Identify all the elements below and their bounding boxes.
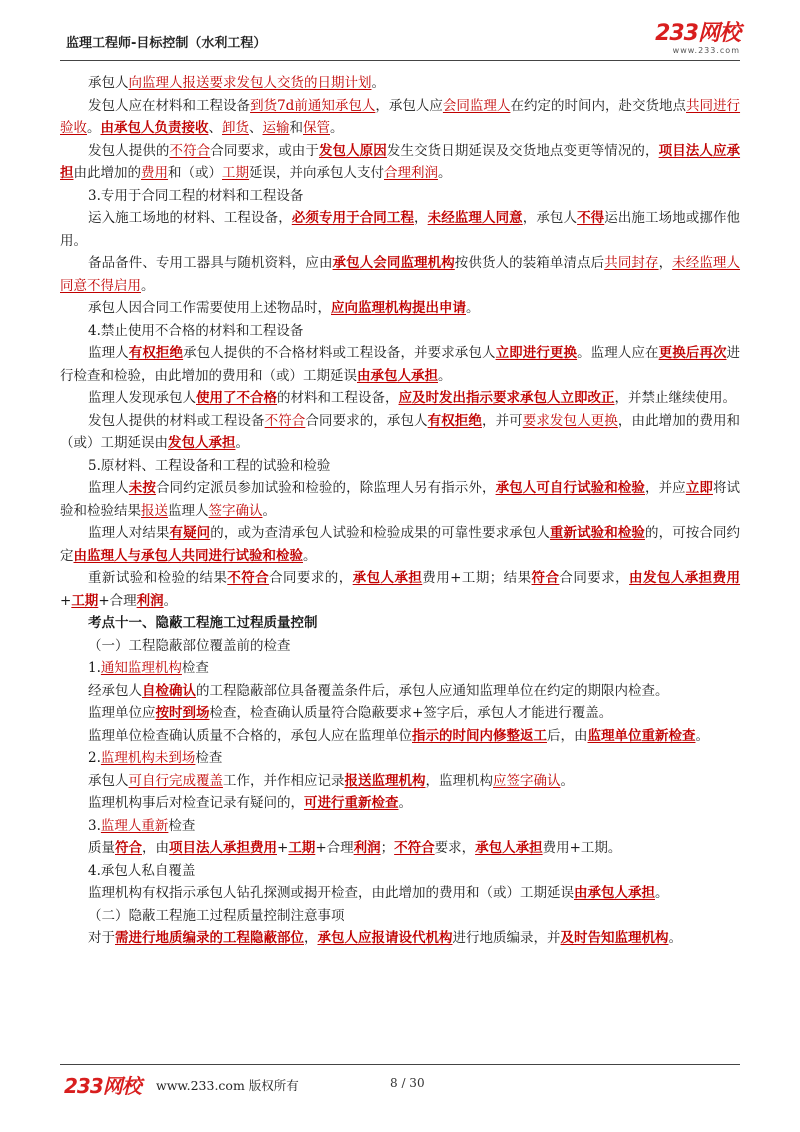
highlighted-text: 监理单位重新检查	[587, 727, 696, 744]
body-paragraph	[60, 342, 740, 387]
text-run: 费用+工期。	[542, 840, 622, 856]
text-run: 经承包人	[88, 682, 142, 699]
highlighted-text: 到货7d前通知承包人	[250, 97, 376, 114]
text-run: 5.原材料、工程设备和工程的试验和检验	[88, 457, 331, 474]
highlighted-text: 承包人应报请设代机构	[317, 930, 453, 946]
highlighted-text: 承包人承担	[352, 570, 423, 586]
highlighted-text: 必须专用于合同工程	[291, 210, 415, 226]
text-run: ，监理机构	[425, 772, 493, 789]
highlighted-text: 由监理人与承包人共同进行试验和检验	[73, 547, 303, 564]
text-run: 发生交货日期延误及交货地点变更等情况的，	[386, 142, 659, 159]
text-run: 将试验和检验结果	[60, 480, 741, 519]
highlighted-text: 有权拒绝	[128, 345, 184, 361]
logo-url: www.233.com	[672, 46, 740, 55]
highlighted-text: 利润	[136, 592, 164, 609]
highlighted-text: 承包人会同监理机构	[332, 255, 455, 271]
body-paragraph	[60, 837, 740, 860]
text-run: 和（或）	[168, 165, 222, 181]
text-run: 备品备件、专用工器具与随机资料，应由	[88, 255, 333, 271]
highlighted-text: 未经监理人同意	[427, 210, 523, 226]
text-run: 承包人因合同工作需要使用上述物品时，	[88, 300, 331, 316]
highlighted-text: 报送	[141, 502, 168, 519]
text-run: 在约定的时间内，赴交货地点	[510, 97, 687, 114]
highlighted-text: 由发包人承担费用	[629, 570, 741, 586]
text-run: 发包人提供的	[88, 142, 170, 159]
highlighted-text: 不符合	[264, 412, 306, 429]
body-paragraph	[60, 140, 740, 185]
highlighted-text: 自检确认	[142, 682, 196, 699]
highlighted-text: 由承包人负责接收	[100, 120, 209, 136]
text-run: ，	[414, 210, 428, 226]
text-run: 的材料和工程设备，	[277, 390, 399, 406]
section-heading	[60, 185, 740, 208]
highlighted-text: 共同封存	[604, 255, 659, 271]
text-run: ，	[658, 255, 673, 271]
text-run: （一）工程隐蔽部位覆盖前的检查	[88, 637, 291, 654]
text-run: 。	[330, 120, 344, 136]
highlighted-text: 发包人原因	[318, 142, 387, 159]
text-run: ，并应	[645, 480, 686, 496]
body-paragraph	[60, 297, 740, 320]
text-run: ，并禁止继续使用。	[614, 390, 736, 406]
highlighted-text: 共同进行验收	[60, 97, 741, 136]
text-run: 。	[560, 772, 574, 789]
text-run: （二）隐蔽工程施工过程质量控制注意事项	[88, 907, 345, 924]
text-run: 监理人	[88, 345, 129, 361]
highlighted-text: 可进行重新检查	[304, 795, 399, 811]
body-paragraph	[60, 725, 740, 748]
text-run: 检查	[168, 817, 196, 834]
highlighted-text: 指示的时间内修整返工	[412, 727, 547, 744]
text-run: 要求，	[434, 840, 476, 856]
document-title: 监理工程师-目标控制（水利工程）	[66, 36, 267, 51]
highlighted-text: 有权拒绝	[427, 412, 482, 429]
section-heading	[60, 455, 740, 478]
text-run: ，承包人应	[375, 97, 443, 114]
text-run: 。	[371, 75, 385, 91]
text-run: 由此增加的	[73, 165, 141, 181]
highlighted-text: 应及时发出指示要求承包人立即改正	[398, 390, 615, 406]
text-run: 监理人	[88, 480, 129, 496]
text-run: 、	[208, 120, 222, 136]
text-run: 合同要求的，承包人	[305, 412, 428, 429]
text-run: 。	[438, 367, 452, 384]
text-run: 3.	[88, 817, 101, 834]
text-run: ；	[380, 840, 395, 856]
highlighted-text: 使用了不合格	[196, 390, 277, 406]
highlighted-text: 会同监理人	[442, 97, 511, 114]
highlighted-text: 立即	[685, 480, 713, 496]
section-heading	[60, 905, 740, 928]
section-heading	[60, 657, 740, 680]
highlighted-text: 承包人可自行试验和检验	[495, 480, 646, 496]
text-run: 。监理人应在	[577, 345, 659, 361]
highlighted-text: 不符合	[227, 570, 270, 586]
body-paragraph	[60, 702, 740, 725]
highlighted-text: 应签字确认	[493, 772, 561, 789]
text-run: 2.	[88, 750, 101, 766]
highlighted-text: 利润	[353, 840, 381, 856]
text-run: 延误，并向承包人支付	[249, 165, 384, 181]
text-run: ，	[304, 930, 318, 946]
highlighted-text: 卸货	[222, 120, 249, 136]
text-run: 按供货人的装箱单清点后	[454, 255, 605, 271]
text-run: 、	[249, 120, 263, 136]
highlighted-text: 有疑问	[169, 525, 211, 541]
highlighted-text: 工期	[71, 592, 99, 609]
text-run: +合理	[98, 592, 137, 609]
body-paragraph	[60, 567, 740, 612]
text-run: 承包人提供的不合格材料或工程设备，并要求承包人	[183, 345, 496, 361]
highlighted-text: 项目法人应承担	[60, 142, 741, 181]
text-run: 对于	[88, 930, 115, 946]
text-run: 发包人提供的材料或工程设备	[88, 412, 265, 429]
text-run: 后，由	[547, 727, 588, 744]
page-header	[60, 20, 740, 62]
highlighted-text: 需进行地质编录的工程隐蔽部位	[115, 930, 304, 946]
highlighted-text: 符合	[115, 840, 142, 856]
highlighted-text: 通知监理机构	[100, 660, 182, 676]
footer-logo: 233网校	[64, 1074, 141, 1098]
highlighted-text: 费用	[141, 165, 168, 181]
text-run: 。	[235, 435, 249, 451]
text-run: 考点十一、隐蔽工程施工过程质量控制	[88, 615, 318, 631]
highlighted-text: 及时告知监理机构	[560, 930, 669, 946]
section-heading	[60, 747, 740, 770]
body-paragraph	[60, 522, 740, 567]
text-run: ，承包人	[522, 210, 578, 226]
highlighted-text: 工期	[288, 840, 316, 856]
text-run: 。	[398, 795, 412, 811]
text-run: 费用+工期；结果	[422, 570, 532, 586]
highlighted-text: 向监理人报送要求发包人交货的日期计划	[128, 75, 372, 91]
text-run: 4.承包人私自覆盖	[88, 862, 196, 879]
text-run: 监理单位应	[88, 705, 156, 721]
text-run: 3.专用于合同工程的材料和工程设备	[88, 187, 304, 204]
highlighted-text: 由承包人承担	[574, 885, 655, 901]
text-run: 。	[655, 885, 669, 901]
text-run: 工作，并作相应记录	[223, 772, 345, 789]
highlighted-text: 签字确认	[208, 502, 263, 519]
highlighted-text: 重新试验和检验	[549, 525, 646, 541]
highlighted-text: 符合	[531, 570, 560, 586]
text-run: 合同要求的，	[269, 570, 353, 586]
text-run: 发包人应在材料和工程设备	[88, 97, 251, 114]
text-run: 监理人	[168, 502, 209, 519]
text-run: 的，可按合同约定	[60, 525, 741, 564]
text-run: 。	[303, 547, 317, 564]
footer-divider	[60, 1064, 740, 1065]
body-paragraph	[60, 387, 740, 410]
text-run: 。	[466, 300, 480, 316]
text-run: ，由此增加的费用和（或）工期延误由	[60, 412, 741, 451]
body-paragraph	[60, 792, 740, 815]
text-run: 运入施工场地的材料、工程设备，	[88, 210, 292, 226]
logo-text: 233网校	[655, 21, 740, 46]
text-run: 。	[438, 165, 452, 181]
text-run: 。	[668, 930, 682, 946]
highlighted-text: 立即进行更换	[495, 345, 578, 361]
body-paragraph	[60, 770, 740, 793]
body-paragraph	[60, 477, 740, 522]
text-run: 的，或为查清承包人试验和检验成果的可靠性要求承包人	[210, 525, 550, 541]
text-run: +	[277, 840, 289, 856]
text-run: 1.	[88, 660, 101, 676]
text-run: 重新试验和检验的结果	[88, 570, 228, 586]
text-run: ，由	[142, 840, 169, 856]
text-run: 监理人对结果	[88, 525, 170, 541]
text-run: 承包人	[88, 772, 129, 789]
section-heading	[60, 612, 740, 635]
text-run: 进行检查和检验，由此增加的费用和（或）工期延误	[60, 345, 741, 384]
text-run: 监理单位检查确认质量不合格的，承包人应在监理单位	[88, 727, 412, 744]
text-run: 。	[141, 277, 155, 294]
highlighted-text: 监理机构未到场	[100, 750, 196, 766]
highlighted-text: 未经监理人同意不得启用	[60, 255, 741, 294]
text-run: 进行地质编录，并	[452, 930, 561, 946]
highlighted-text: 监理人重新	[100, 817, 169, 834]
brand-logo	[655, 22, 740, 55]
section-heading	[60, 815, 740, 838]
body-paragraph	[60, 680, 740, 703]
text-run: 的工程隐蔽部位具备覆盖条件后，承包人应通知监理单位在约定的期限内检查。	[196, 682, 669, 699]
body-paragraph	[60, 882, 740, 905]
page-footer	[60, 1064, 740, 1104]
text-run: 运出施工场地或挪作他用。	[60, 210, 741, 249]
text-run: 检查	[195, 750, 223, 766]
header-divider	[60, 60, 740, 61]
text-run: 质量	[88, 840, 115, 856]
highlighted-text: 按时到场	[155, 705, 210, 721]
highlighted-text: 保管	[303, 120, 330, 136]
document-body	[60, 72, 740, 950]
text-run: 合同约定派员参加试验和检验的，除监理人另有指示外，	[155, 480, 496, 496]
text-run: 4.禁止使用不合格的材料和工程设备	[88, 322, 304, 339]
text-run: 和	[289, 120, 303, 136]
text-run: 。	[262, 502, 276, 519]
text-run: 监理机构有权指示承包人钻孔探测或揭开检查，由此增加的费用和（或）工期延误	[88, 885, 574, 901]
highlighted-text: 未按	[128, 480, 156, 496]
highlighted-text: 承包人承担	[475, 840, 543, 856]
highlighted-text: 不得	[577, 210, 605, 226]
highlighted-text: 运输	[262, 120, 290, 136]
highlighted-text: 合理利润	[384, 165, 438, 181]
highlighted-text: 应向监理机构提出申请	[331, 300, 466, 316]
section-heading	[60, 860, 740, 883]
body-paragraph	[60, 207, 740, 252]
highlighted-text: 更换后再次	[658, 345, 727, 361]
highlighted-text: 报送监理机构	[344, 772, 426, 789]
text-run: +合理	[315, 840, 354, 856]
section-heading	[60, 320, 740, 343]
text-run: 监理机构事后对检查记录有疑问的，	[88, 795, 304, 811]
text-run: 承包人	[88, 75, 129, 91]
section-heading	[60, 635, 740, 658]
highlighted-text: 工期	[222, 165, 249, 181]
text-run: 检查	[181, 660, 209, 676]
text-run: ，并可	[481, 412, 523, 429]
body-paragraph	[60, 927, 740, 950]
highlighted-text: 可自行完成覆盖	[128, 772, 223, 789]
copyright-text: www.233.com 版权所有	[156, 1078, 299, 1093]
body-paragraph	[60, 72, 740, 95]
text-run: 。	[87, 120, 101, 136]
text-run: 。	[695, 727, 709, 744]
highlighted-text: 不符合	[169, 142, 211, 159]
highlighted-text: 不符合	[394, 840, 435, 856]
highlighted-text: 项目法人承担费用	[169, 840, 277, 856]
body-paragraph	[60, 95, 740, 140]
page-number: 8 / 30	[390, 1076, 425, 1090]
body-paragraph	[60, 252, 740, 297]
text-run: 合同要求，	[559, 570, 630, 586]
text-run: 。	[163, 592, 178, 609]
highlighted-text: 发包人承担	[168, 435, 236, 451]
highlighted-text: 由承包人承担	[357, 367, 438, 384]
text-run: 监理人发现承包人	[88, 390, 196, 406]
body-paragraph	[60, 410, 740, 455]
highlighted-text: 要求发包人更换	[522, 412, 618, 429]
text-run: +	[60, 592, 72, 609]
text-run: 合同要求，或由于	[210, 142, 319, 159]
text-run: 检查，检查确认质量符合隐蔽要求+签字后，承包人才能进行覆盖。	[209, 705, 613, 721]
